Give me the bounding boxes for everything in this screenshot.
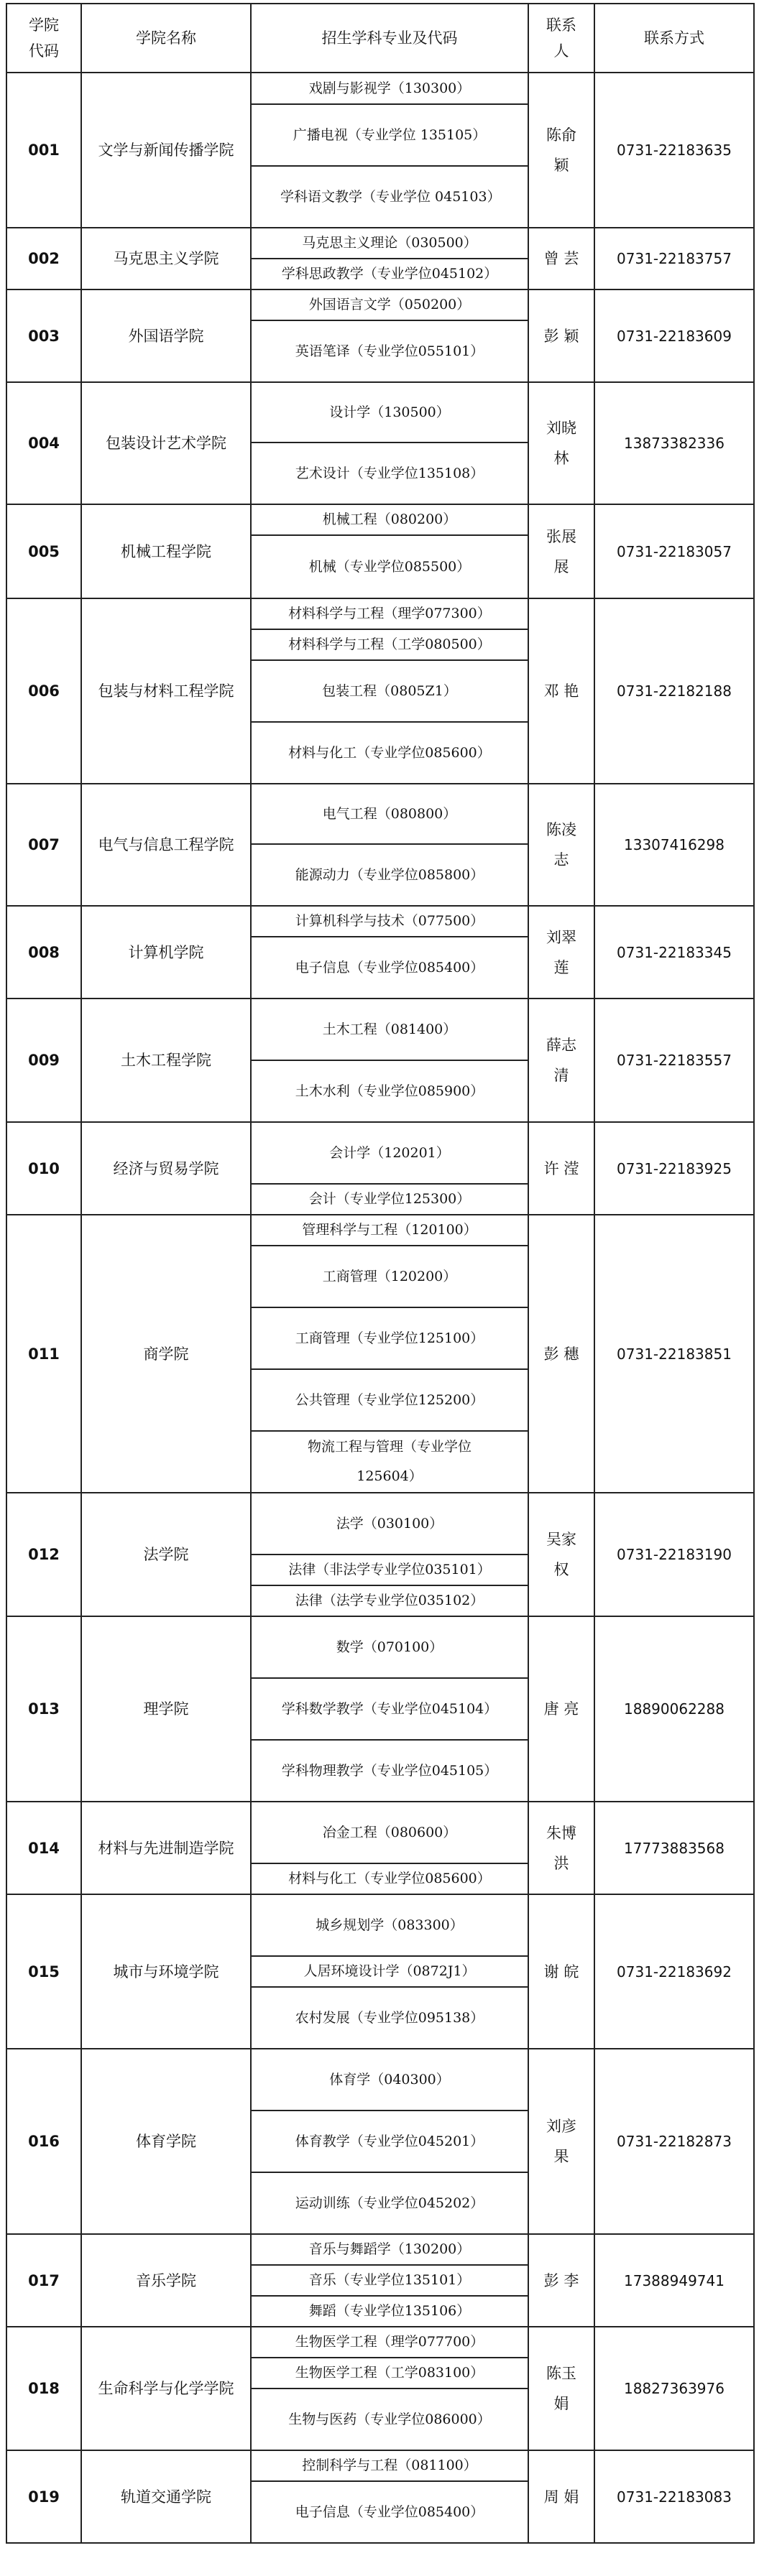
college-name (81, 1616, 251, 1802)
contact-person-text: 唐 亮 (543, 1700, 579, 1718)
college-name (81, 73, 251, 228)
college-name (81, 598, 251, 784)
college-name (81, 999, 251, 1122)
contact-person-text: 刘彦果 (546, 2118, 576, 2165)
college-code: 019 (6, 2450, 81, 2543)
contact-phone: 0731-22183851 (594, 1215, 754, 1493)
subject-cell: 城乡规划学（083300） (251, 1894, 528, 1956)
contact-person-text: 彭 穗 (543, 1345, 579, 1363)
college-name-text: 计算机学院 (128, 943, 204, 961)
college-name (81, 504, 251, 598)
college-name (81, 228, 251, 289)
subject-cell: 音乐（专业学位135101） (251, 2265, 528, 2296)
contact-person (528, 784, 594, 906)
college-code: 003 (6, 289, 81, 382)
subject-cell: 法学（030100） (251, 1493, 528, 1555)
college-name-text: 生命科学与化学学院 (98, 2380, 234, 2397)
college-name-text: 轨道交通学院 (121, 2488, 211, 2506)
subject-cell: 设计学（130500） (251, 382, 528, 443)
college-name (81, 2049, 251, 2234)
contact-person (528, 2049, 594, 2234)
college-name (81, 382, 251, 504)
college-name-text: 土木工程学院 (121, 1052, 211, 1069)
contact-phone: 0731-22183083 (594, 2450, 754, 2543)
contact-person (528, 2450, 594, 2543)
contact-phone: 0731-22183757 (594, 228, 754, 289)
contact-phone: 13873382336 (594, 382, 754, 504)
college-code: 001 (6, 73, 81, 228)
subject-cell: 公共管理（专业学位125200） (251, 1369, 528, 1431)
table-row (6, 2049, 754, 2111)
college-name (81, 2327, 251, 2450)
college-code: 007 (6, 784, 81, 906)
table-row (6, 73, 754, 104)
contact-person (528, 2327, 594, 2450)
college-name (81, 1215, 251, 1493)
contact-person (528, 228, 594, 289)
college-code: 009 (6, 999, 81, 1122)
college-name-text: 包装设计艺术学院 (106, 435, 226, 452)
contact-person (528, 598, 594, 784)
subject-cell: 学科数学教学（专业学位045104） (251, 1678, 528, 1740)
college-code: 017 (6, 2234, 81, 2327)
subject-cell: 机械工程（080200） (251, 504, 528, 535)
college-name-text: 城市与环境学院 (113, 1963, 219, 1980)
college-name-text: 马克思主义学院 (113, 250, 219, 267)
enrollment-table-sheet (6, 3, 753, 2544)
contact-person-text: 曾 芸 (543, 250, 579, 267)
contact-person-text: 彭 李 (543, 2271, 579, 2289)
contact-person-text: 谢 皖 (543, 1963, 579, 1980)
header-contact: 联系人 (528, 4, 594, 73)
contact-person (528, 1802, 594, 1894)
college-name (81, 1122, 251, 1215)
table-row (6, 1802, 754, 1863)
subject-cell: 马克思主义理论（030500） (251, 228, 528, 259)
header-college: 学院名称 (81, 4, 251, 73)
contact-person-text: 彭 颖 (543, 327, 579, 345)
header-row (6, 4, 754, 73)
contact-person (528, 1122, 594, 1215)
contact-person-text: 邓 艳 (543, 682, 579, 700)
contact-person (528, 382, 594, 504)
table-row (6, 784, 754, 844)
contact-phone: 0731-22183692 (594, 1894, 754, 2049)
contact-person-text: 陈俞颖 (546, 126, 576, 174)
subject-cell: 材料与化工（专业学位085600） (251, 722, 528, 784)
college-name (81, 1802, 251, 1894)
table-row (6, 1493, 754, 1555)
college-code: 004 (6, 382, 81, 504)
contact-person-text: 朱博洪 (546, 1824, 576, 1872)
subject-cell: 舞蹈（专业学位135106） (251, 2296, 528, 2327)
subject-cell: 能源动力（专业学位085800） (251, 844, 528, 906)
college-name-text: 文学与新闻传播学院 (98, 142, 234, 159)
subject-cell: 法律（法学专业学位035102） (251, 1585, 528, 1616)
contact-person (528, 906, 594, 999)
subject-cell: 土木水利（专业学位085900） (251, 1060, 528, 1122)
subject-cell: 计算机科学与技术（077500） (251, 906, 528, 937)
contact-phone: 0731-22182873 (594, 2049, 754, 2234)
contact-person-text: 刘翠莲 (546, 928, 576, 976)
contact-phone: 0731-22183345 (594, 906, 754, 999)
college-code: 015 (6, 1894, 81, 2049)
enrollment-table (6, 3, 755, 2544)
contact-phone: 0731-22183609 (594, 289, 754, 382)
subject-cell: 艺术设计（专业学位135108） (251, 443, 528, 504)
contact-person-text: 陈玉娟 (546, 2365, 576, 2412)
college-code: 006 (6, 598, 81, 784)
college-name-text: 音乐学院 (136, 2271, 196, 2289)
college-name-text: 经济与贸易学院 (113, 1159, 219, 1177)
contact-phone: 13307416298 (594, 784, 754, 906)
contact-phone: 17773883568 (594, 1802, 754, 1894)
contact-person (528, 504, 594, 598)
contact-person (528, 2234, 594, 2327)
contact-phone: 18890062288 (594, 1616, 754, 1802)
subject-cell: 农村发展（专业学位095138） (251, 1987, 528, 2049)
subject-cell: 材料与化工（专业学位085600） (251, 1863, 528, 1894)
subject-cell: 会计（专业学位125300） (251, 1184, 528, 1215)
table-row (6, 1215, 754, 1246)
subject-cell: 英语笔译（专业学位055101） (251, 320, 528, 382)
table-row (6, 1894, 754, 1956)
college-name (81, 2234, 251, 2327)
subject-cell: 生物医学工程（工学083100） (251, 2358, 528, 2389)
college-name (81, 1493, 251, 1616)
college-name-text: 商学院 (143, 1345, 189, 1363)
header-code: 学院代码 (6, 4, 81, 73)
contact-person-text: 许 滢 (543, 1159, 579, 1177)
contact-person-text: 薛志清 (546, 1037, 576, 1084)
college-name-text: 材料与先进制造学院 (98, 1839, 234, 1857)
subject-cell: 冶金工程（080600） (251, 1802, 528, 1863)
college-name-text: 体育学院 (136, 2133, 196, 2150)
college-name-text: 外国语学院 (128, 327, 204, 345)
college-code: 002 (6, 228, 81, 289)
college-code: 005 (6, 504, 81, 598)
table-row (6, 1122, 754, 1184)
subject-cell: 体育教学（专业学位045201） (251, 2111, 528, 2172)
subject-cell: 戏剧与影视学（130300） (251, 73, 528, 104)
contact-phone: 17388949741 (594, 2234, 754, 2327)
college-name-text: 包装与材料工程学院 (98, 682, 234, 700)
subject-cell: 物流工程与管理（专业学位125604） (251, 1431, 528, 1493)
subject-cell: 电子信息（专业学位085400） (251, 937, 528, 999)
contact-phone: 0731-22183635 (594, 73, 754, 228)
header-subjects: 招生学科专业及代码 (251, 4, 528, 73)
contact-person-text: 周 娟 (543, 2488, 579, 2506)
college-code: 013 (6, 1616, 81, 1802)
college-code: 016 (6, 2049, 81, 2234)
subject-cell: 生物医学工程（理学077700） (251, 2327, 528, 2358)
subject-cell: 广播电视（专业学位 135105） (251, 104, 528, 166)
subject-cell: 电气工程（080800） (251, 784, 528, 844)
college-name (81, 784, 251, 906)
contact-phone: 18827363976 (594, 2327, 754, 2450)
table-row (6, 228, 754, 259)
college-name (81, 289, 251, 382)
college-code: 018 (6, 2327, 81, 2450)
college-code: 011 (6, 1215, 81, 1493)
college-code: 012 (6, 1493, 81, 1616)
college-name-text: 理学院 (143, 1700, 189, 1718)
contact-person-text: 陈凌志 (546, 821, 576, 868)
contact-person-text: 张展展 (546, 527, 576, 575)
table-row (6, 504, 754, 535)
college-name-text: 法学院 (143, 1546, 189, 1563)
contact-person (528, 1493, 594, 1616)
subject-cell: 学科物理教学（专业学位045105） (251, 1740, 528, 1802)
contact-phone: 0731-22183190 (594, 1493, 754, 1616)
contact-person (528, 1215, 594, 1493)
table-row (6, 999, 754, 1060)
college-code: 010 (6, 1122, 81, 1215)
subject-cell: 工商管理（120200） (251, 1246, 528, 1307)
contact-person-text: 刘晓林 (546, 420, 576, 467)
subject-cell: 机械（专业学位085500） (251, 535, 528, 598)
subject-cell: 学科语文教学（专业学位 045103） (251, 166, 528, 228)
header-phone: 联系方式 (594, 4, 754, 73)
contact-person (528, 999, 594, 1122)
contact-phone: 0731-22183557 (594, 999, 754, 1122)
subject-cell: 学科思政教学（专业学位045102） (251, 259, 528, 289)
subject-cell: 法律（非法学专业学位035101） (251, 1555, 528, 1585)
contact-phone: 0731-22183057 (594, 504, 754, 598)
contact-person (528, 1894, 594, 2049)
table-row (6, 2327, 754, 2358)
table-row (6, 382, 754, 443)
contact-person (528, 1616, 594, 1802)
subject-cell: 电子信息（专业学位085400） (251, 2481, 528, 2543)
college-name (81, 1894, 251, 2049)
subject-cell: 音乐与舞蹈学（130200） (251, 2234, 528, 2265)
subject-cell: 控制科学与工程（081100） (251, 2450, 528, 2481)
college-name-text: 机械工程学院 (121, 542, 211, 560)
subject-cell: 工商管理（专业学位125100） (251, 1307, 528, 1369)
subject-cell: 数学（070100） (251, 1616, 528, 1678)
college-name (81, 2450, 251, 2543)
subject-cell: 人居环境设计学（0872J1） (251, 1956, 528, 1987)
subject-cell: 材料科学与工程（理学077300） (251, 598, 528, 629)
table-row (6, 906, 754, 937)
subject-cell: 会计学（120201） (251, 1122, 528, 1184)
contact-person (528, 289, 594, 382)
subject-cell: 运动训练（专业学位045202） (251, 2172, 528, 2234)
subject-cell: 体育学（040300） (251, 2049, 528, 2111)
contact-person (528, 73, 594, 228)
college-name (81, 906, 251, 999)
subject-cell: 管理科学与工程（120100） (251, 1215, 528, 1246)
college-code: 014 (6, 1802, 81, 1894)
table-row (6, 1616, 754, 1678)
subject-cell: 包装工程（0805Z1） (251, 660, 528, 722)
table-row (6, 598, 754, 629)
table-body (6, 73, 754, 2543)
table-row (6, 289, 754, 320)
table-row (6, 2450, 754, 2481)
contact-phone: 0731-22182188 (594, 598, 754, 784)
subject-cell: 土木工程（081400） (251, 999, 528, 1060)
contact-phone: 0731-22183925 (594, 1122, 754, 1215)
subject-cell: 材料科学与工程（工学080500） (251, 629, 528, 660)
college-name-text: 电气与信息工程学院 (98, 836, 234, 853)
subject-cell: 生物与医药（专业学位086000） (251, 2389, 528, 2450)
college-code: 008 (6, 906, 81, 999)
contact-person-text: 吴家权 (546, 1531, 576, 1578)
subject-cell: 外国语言文学（050200） (251, 289, 528, 320)
table-row (6, 2234, 754, 2265)
